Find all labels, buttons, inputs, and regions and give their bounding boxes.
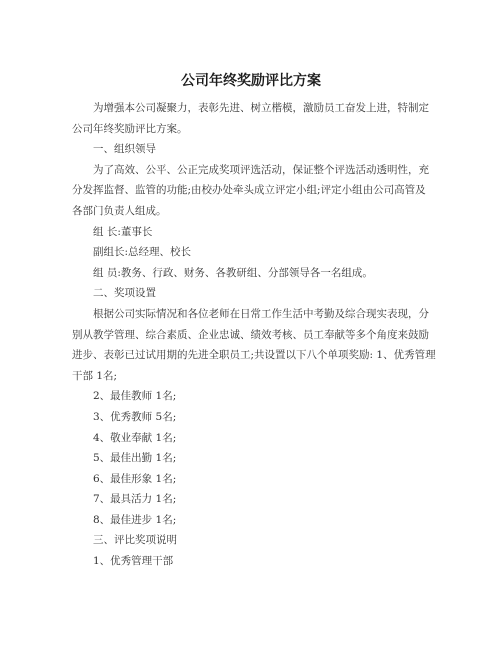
award-item: 7、最具活力 1名; — [93, 493, 177, 506]
document-body — [72, 98, 436, 572]
intro-paragraph: 为增强本公司凝聚力，表彰先进、树立楷模，激励员工奋发上进，特制定公司年终奖励评比方案。 — [72, 102, 429, 135]
award-item: 4、敬业奉献 1名; — [93, 431, 177, 444]
organization-paragraph: 为了高效、公平、公正完成奖项评选活动，保证整个评选活动透明性，充分发挥监督、监管的功能;由校办处牵头成立评定小组;评定小组由公司高管及各部门负责人组成。 — [72, 163, 429, 217]
awards-paragraph: 根据公司实际情况和各位老师在日常工作生活中考勤及综合现实表现，分别从教学管理、综合素质、企业忠诚、绩效考核、员工奉献等多个角度来鼓励进步、表彰已过试用期的先进全职员工;共设置以下八个单项奖励: 1、优秀管理干部 1名; — [72, 307, 436, 382]
section-heading-organization: 一、组织领导 — [93, 143, 156, 156]
explanation-item: 1、优秀管理干部 — [93, 555, 174, 568]
award-item: 8、最佳进步 1名; — [93, 513, 177, 526]
award-item: 5、最佳出勤 1名; — [93, 452, 177, 465]
group-leader-line: 组 长:董事长 — [93, 225, 153, 238]
deputy-leader-line: 副组长:总经理、校长 — [93, 246, 192, 259]
document-title: 公司年终奖励评比方案 — [181, 73, 321, 89]
award-item: 3、优秀教师 5名; — [93, 410, 177, 423]
group-members-line: 组 员:教务、行政、财务、各教研组、分部领导各一名组成。 — [93, 266, 373, 279]
section-heading-explanation: 三、评比奖项说明 — [93, 534, 177, 547]
award-item: 2、最佳教师 1名; — [93, 390, 177, 403]
award-item: 6、最佳形象 1名; — [93, 472, 177, 485]
section-heading-awards: 二、奖项设置 — [93, 287, 156, 300]
